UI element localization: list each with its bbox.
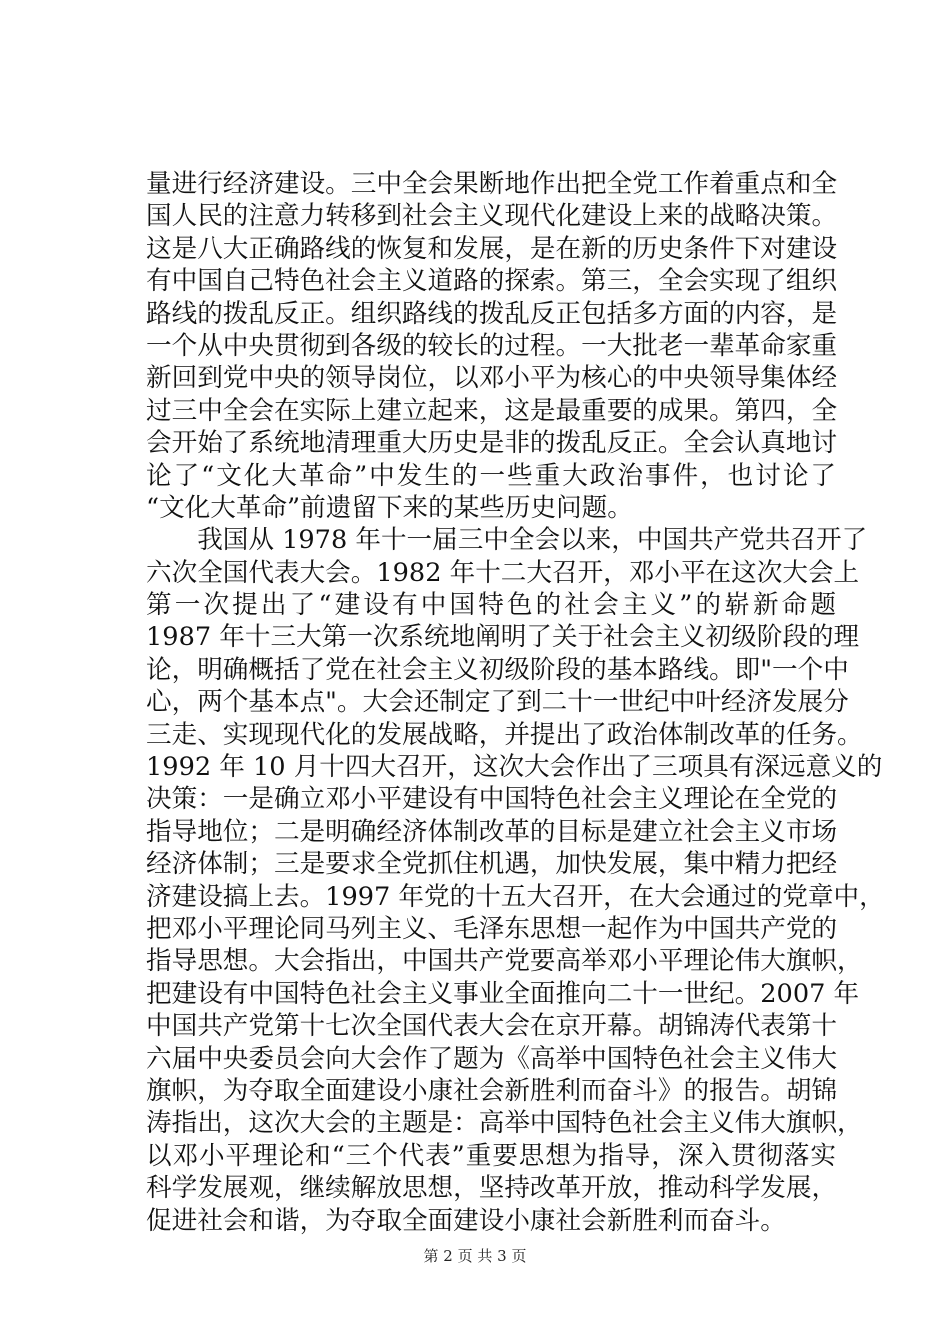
- text-line: 经济体制；三是要求全党抓住机遇，加快发展，集中精力把经: [146, 849, 838, 880]
- text-line: 决策：一是确立邓小平建设有中国特色社会主义理论在全党的: [146, 784, 838, 815]
- text-line: 六次全国代表大会。1982 年十二大召开，邓小平在这次大会上: [146, 557, 860, 588]
- text-line: 涛指出，这次大会的主题是：高举中国特色社会主义伟大旗帜，: [146, 1108, 863, 1139]
- text-line: 三走、实现现代化的发展战略，并提出了政治体制改革的任务。: [146, 719, 863, 750]
- text-line: 六届中央委员会向大会作了题为《高举中国特色社会主义伟大: [146, 1043, 838, 1074]
- text-line: 中国共产党第十七次全国代表大会在京开幕。胡锦涛代表第十: [146, 1011, 838, 1042]
- text-line: 有中国自己特色社会主义道路的探索。第三，全会实现了组织: [146, 266, 838, 297]
- text-line: 指导思想。大会指出，中国共产党要高举邓小平理论伟大旗帜，: [146, 946, 863, 977]
- text-line: 过三中全会在实际上建立起来，这是最重要的成果。第四，全: [146, 395, 838, 426]
- text-line: 论，明确概括了党在社会主义初级阶段的基本路线。即"一个中: [146, 654, 849, 685]
- text-line: 把邓小平理论同马列主义、毛泽东思想一起作为中国共产党的: [146, 913, 838, 944]
- text-line: 1992 年 10 月十四大召开，这次大会作出了三项具有深远意义的: [146, 752, 883, 783]
- paragraph-2: [146, 524, 885, 1237]
- page-number: 第 2 页 共 3 页: [423, 1247, 527, 1265]
- text-line: 科学发展观，继续解放思想，坚持改革开放，推动科学发展，: [146, 1173, 838, 1204]
- text-line: 促进社会和谐，为夺取全面建设小康社会新胜利而奋斗。: [146, 1205, 786, 1236]
- text-line: 1987 年十三大第一次系统地阐明了关于社会主义初级阶段的理: [146, 622, 860, 653]
- text-line: 路线的拨乱反正。组织路线的拨乱反正包括多方面的内容，是: [146, 298, 838, 329]
- text-line: 国人民的注意力转移到社会主义现代化建设上来的战略决策。: [146, 201, 838, 232]
- text-line: 第一次提出了“建设有中国特色的社会主义”的崭新命题: [146, 590, 836, 621]
- text-line: 把建设有中国特色社会主义事业全面推向二十一世纪。2007 年: [146, 978, 860, 1009]
- text-line: 心，两个基本点"。大会还制定了到二十一世纪中叶经济发展分: [146, 687, 849, 718]
- text-line: 新回到党中央的领导岗位，以邓小平为核心的中央领导集体经: [146, 363, 838, 394]
- document-body: [146, 168, 885, 1237]
- text-line: “文化大革命”前遗留下来的某些历史问题。: [146, 492, 633, 523]
- page-footer: [0, 1245, 950, 1266]
- paragraph-1: [146, 168, 836, 524]
- text-line: 济建设搞上去。1997 年党的十五大召开，在大会通过的党章中，: [146, 881, 885, 912]
- text-line: 这是八大正确路线的恢复和发展，是在新的历史条件下对建设: [146, 233, 838, 264]
- text-line: 论了“文化大革命”中发生的一些重大政治事件，也讨论了: [146, 460, 836, 491]
- text-line: 会开始了系统地清理重大历史是非的拨乱反正。全会认真地讨: [146, 428, 838, 459]
- text-line: 一个从中央贯彻到各级的较长的过程。一大批老一辈革命家重: [146, 330, 838, 361]
- text-line: 以邓小平理论和“三个代表”重要思想为指导，深入贯彻落实: [146, 1140, 836, 1171]
- text-line: 量进行经济建设。三中全会果断地作出把全党工作着重点和全: [146, 169, 838, 199]
- text-line: 指导地位；二是明确经济体制改革的目标是建立社会主义市场: [146, 816, 838, 847]
- text-line: 旗帜，为夺取全面建设小康社会新胜利而奋斗》的报告。胡锦: [146, 1075, 838, 1106]
- text-line: 我国从 1978 年十一届三中全会以来，中国共产党共召开了: [146, 525, 868, 556]
